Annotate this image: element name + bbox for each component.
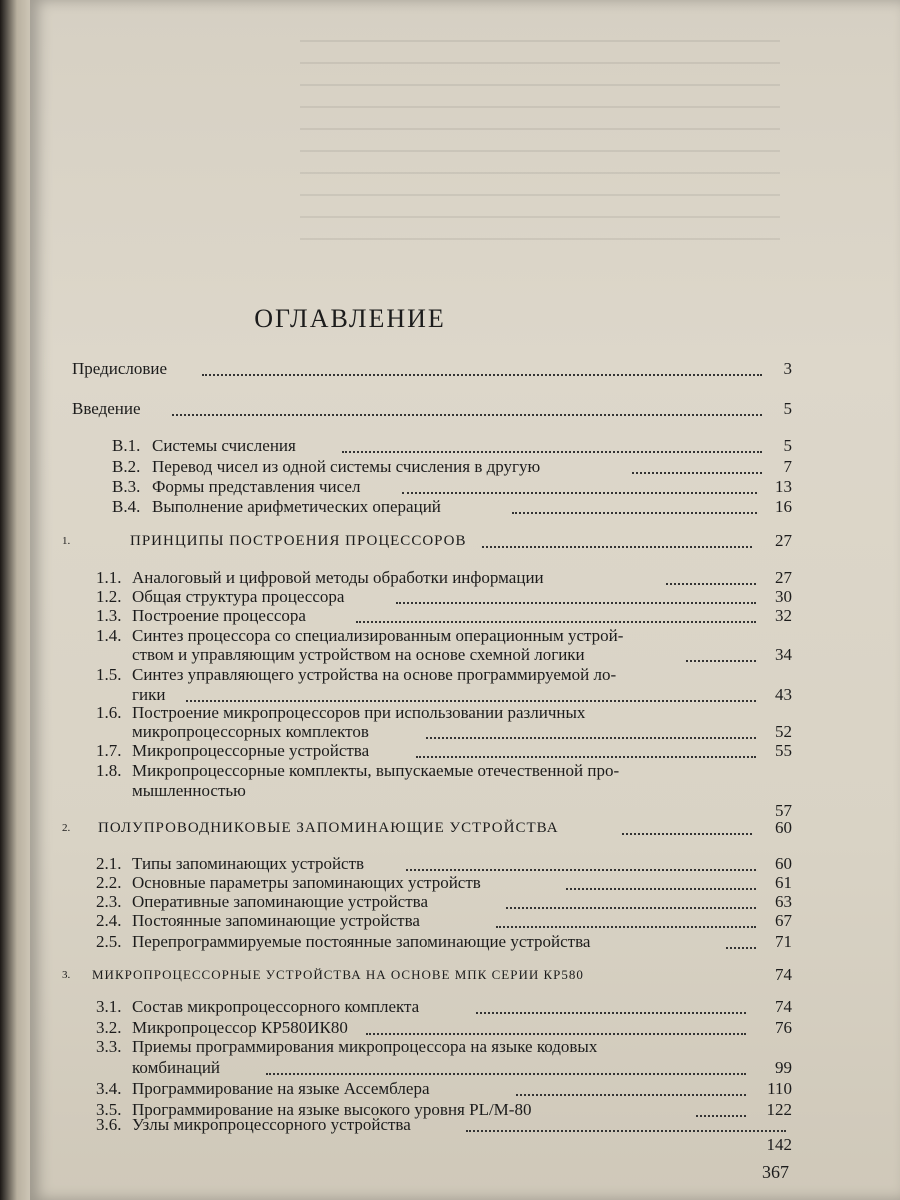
toc-entry-number: В.1. bbox=[112, 436, 141, 455]
toc-entry bbox=[112, 456, 792, 478]
toc-entry-text: Программирование на языке высокого уровня PL/M-80 bbox=[132, 1100, 532, 1119]
toc-entry-page: 3 bbox=[783, 359, 792, 378]
toc-entry bbox=[96, 996, 792, 1018]
toc-entry bbox=[112, 435, 792, 457]
toc-entry-page: 27 bbox=[775, 531, 792, 550]
toc-entry-text: Оперативные запоминающие устройства bbox=[132, 892, 428, 911]
toc-entry-number: 2.2. bbox=[96, 873, 122, 892]
toc-entry-text: микропроцессорных комплектов bbox=[132, 722, 369, 741]
toc-entry-text: Синтез процессора со специализированным операционным устрой- bbox=[132, 626, 624, 645]
toc-entry bbox=[112, 476, 792, 498]
book-page bbox=[30, 0, 900, 1200]
toc-entry bbox=[96, 1036, 792, 1058]
toc-entry bbox=[96, 1114, 792, 1136]
toc-entry-number: 2.5. bbox=[96, 932, 122, 951]
toc-entry-number: 1.5. bbox=[96, 665, 122, 684]
toc-entry-continuation bbox=[96, 644, 792, 666]
toc-entry-page: 43 bbox=[775, 685, 792, 704]
toc-entry-page: 74 bbox=[775, 965, 792, 984]
toc-chapter-number: 2. bbox=[62, 822, 71, 834]
toc-entry-text: Аналоговый и цифровой методы обработки информации bbox=[132, 568, 544, 587]
leader-dots bbox=[356, 605, 756, 623]
toc-entry-page: 67 bbox=[775, 911, 792, 930]
leader-dots bbox=[172, 398, 762, 416]
toc-entry-text: Построение процессора bbox=[132, 606, 306, 625]
toc-chapter bbox=[62, 817, 792, 839]
toc-entry-number: 1.3. bbox=[96, 606, 122, 625]
page-title: ОГЛАВЛЕНИЕ bbox=[254, 304, 446, 333]
toc-entry-page: 71 bbox=[775, 932, 792, 951]
toc-entry-page: 142 bbox=[766, 1135, 792, 1154]
toc-entry-number: В.4. bbox=[112, 497, 141, 516]
toc-entry-text: Введение bbox=[72, 399, 141, 418]
toc-entry-number: 3.1. bbox=[96, 997, 122, 1016]
toc-entry bbox=[72, 398, 792, 420]
toc-entry-number: 1.8. bbox=[96, 761, 122, 780]
toc-entry-text: Выполнение арифметических операций bbox=[152, 497, 441, 516]
toc-entry-number: 1.6. bbox=[96, 703, 122, 722]
leader-dots bbox=[476, 996, 746, 1014]
leader-dots bbox=[466, 1114, 786, 1132]
toc-entry-page: 122 bbox=[766, 1100, 792, 1119]
toc-entry-page: 55 bbox=[775, 741, 792, 760]
toc-chapter-text: ПРИНЦИПЫ ПОСТРОЕНИЯ ПРОЦЕССОРОВ bbox=[130, 533, 467, 549]
leader-dots bbox=[416, 740, 756, 758]
toc-entry-number: 1.2. bbox=[96, 587, 122, 606]
leader-dots bbox=[566, 872, 756, 890]
toc-entry bbox=[96, 910, 792, 932]
toc-chapter bbox=[62, 964, 792, 986]
toc-entry-number: В.2. bbox=[112, 457, 141, 476]
toc-entry-page: 110 bbox=[767, 1079, 792, 1098]
toc-entry-page: 34 bbox=[775, 645, 792, 664]
toc-chapter-text: ПОЛУПРОВОДНИКОВЫЕ ЗАПОМИНАЮЩИЕ УСТРОЙСТВА bbox=[98, 820, 559, 836]
toc-entry-number: 1.1. bbox=[96, 568, 122, 587]
leader-dots bbox=[512, 496, 757, 514]
leader-dots bbox=[402, 476, 757, 494]
toc-entry-text: Микропроцессор КР580ИК80 bbox=[132, 1018, 348, 1037]
toc-entry-page-line bbox=[96, 1134, 792, 1156]
toc-entry-page: 99 bbox=[775, 1058, 792, 1077]
leader-dots bbox=[366, 1017, 746, 1035]
toc-entry-number: 1.7. bbox=[96, 741, 122, 760]
toc-chapter-text: МИКРОПРОЦЕССОРНЫЕ УСТРОЙСТВА НА ОСНОВЕ МПК СЕРИИ КР580 bbox=[92, 967, 584, 982]
toc-entry-text: Основные параметры запоминающих устройств bbox=[132, 873, 481, 892]
leader-dots bbox=[266, 1057, 746, 1075]
toc-entry-text: Приемы программирования микропроцессора на языке кодовых bbox=[132, 1037, 598, 1056]
leader-dots bbox=[202, 358, 762, 376]
leader-dots bbox=[496, 910, 756, 928]
toc-entry-number: 1.4. bbox=[96, 626, 122, 645]
leader-dots bbox=[396, 586, 756, 604]
leader-dots bbox=[726, 931, 756, 949]
toc-entry-number: 2.1. bbox=[96, 854, 122, 873]
toc-entry-text: Системы счисления bbox=[152, 436, 296, 455]
leader-dots bbox=[632, 456, 762, 474]
toc-entry-text: мышленностью bbox=[132, 781, 246, 800]
leader-dots bbox=[186, 684, 756, 702]
toc-entry-page: 32 bbox=[775, 606, 792, 625]
toc-chapter-number: 1. bbox=[62, 535, 71, 547]
toc-entry-number: 2.4. bbox=[96, 911, 122, 930]
toc-entry-text: Постоянные запоминающие устройства bbox=[132, 911, 420, 930]
toc-entry-text: Узлы микропроцессорного устройства bbox=[132, 1115, 411, 1134]
toc-entry-text: Программирование на языке Ассемблера bbox=[132, 1079, 430, 1098]
leader-dots bbox=[516, 1078, 746, 1096]
toc-entry-text: Перевод чисел из одной системы счисления в другую bbox=[152, 457, 541, 476]
toc-entry-page: 76 bbox=[775, 1018, 792, 1037]
toc-entry bbox=[72, 358, 792, 380]
toc-entry-text: Общая структура процессора bbox=[132, 587, 345, 606]
toc-entry-page: 74 bbox=[775, 997, 792, 1016]
toc-entry-number: 3.2. bbox=[96, 1018, 122, 1037]
toc-entry bbox=[96, 605, 792, 627]
toc-entry-number: 3.6. bbox=[96, 1115, 122, 1134]
toc-entry bbox=[96, 1078, 792, 1100]
show-through-texture bbox=[300, 40, 780, 240]
toc-entry-continuation bbox=[96, 1057, 792, 1079]
toc-entry-page: 27 bbox=[775, 568, 792, 587]
toc-entry-continuation bbox=[96, 780, 792, 802]
toc-entry-text: Синтез управляющего устройства на основе программируемой ло- bbox=[132, 665, 617, 684]
toc-entry-page: 63 bbox=[775, 892, 792, 911]
toc-entry-page: 7 bbox=[783, 457, 792, 476]
toc-entry-text: Состав микропроцессорного комплекта bbox=[132, 997, 420, 1016]
toc-entry-text: ством и управляющим устройством на основе схемной логики bbox=[132, 645, 585, 664]
toc-entry bbox=[96, 931, 792, 953]
toc-entry-text: Формы представления чисел bbox=[152, 477, 361, 496]
toc-entry-number: В.3. bbox=[112, 477, 141, 496]
toc-entry-text: Микропроцессорные устройства bbox=[132, 741, 370, 760]
toc-entry-page: 61 bbox=[775, 873, 792, 892]
toc-chapter bbox=[62, 530, 792, 552]
toc-entry bbox=[96, 760, 792, 782]
leader-dots bbox=[506, 891, 756, 909]
toc-entry-text: Предисловие bbox=[72, 359, 168, 378]
toc-entry-page: 52 bbox=[775, 722, 792, 741]
leader-dots bbox=[686, 644, 756, 662]
leader-dots bbox=[426, 721, 756, 739]
toc-entry-text: гики bbox=[132, 685, 166, 704]
toc-entry-text: Микропроцессорные комплекты, выпускаемые отечественной про- bbox=[132, 761, 620, 780]
toc-entry-text: комбинаций bbox=[132, 1058, 221, 1077]
toc-entry bbox=[112, 496, 792, 518]
toc-entry-page: 60 bbox=[775, 854, 792, 873]
leader-dots bbox=[622, 817, 752, 835]
toc-entry-text: Типы запоминающих устройств bbox=[132, 854, 365, 873]
leader-dots bbox=[342, 435, 762, 453]
toc-entry-number: 2.3. bbox=[96, 892, 122, 911]
toc-entry-page: 5 bbox=[783, 399, 792, 418]
toc-entry-page: 16 bbox=[775, 497, 792, 516]
toc-chapter-number: 3. bbox=[62, 969, 71, 981]
toc-entry-page: 13 bbox=[775, 477, 792, 496]
toc-entry-page: 60 bbox=[775, 818, 792, 837]
toc-entry-number: 3.3. bbox=[96, 1037, 122, 1056]
leader-dots bbox=[482, 530, 752, 548]
leader-dots bbox=[406, 853, 756, 871]
toc-entry bbox=[96, 664, 792, 686]
toc-entry-text: Построение микропроцессоров при использовании различных bbox=[132, 703, 586, 722]
toc-entry-text: Перепрограммируемые постоянные запоминающие устройства bbox=[132, 932, 591, 951]
toc-entry-page: 57 bbox=[775, 801, 792, 820]
page-number: 367 bbox=[762, 1162, 789, 1182]
toc-entry-page: 5 bbox=[783, 436, 792, 455]
toc-entry-number: 3.4. bbox=[96, 1079, 122, 1098]
toc-entry-number: 3.5. bbox=[96, 1100, 122, 1119]
leader-dots bbox=[666, 567, 756, 585]
toc-entry-page: 30 bbox=[775, 587, 792, 606]
toc-entry bbox=[96, 740, 792, 762]
